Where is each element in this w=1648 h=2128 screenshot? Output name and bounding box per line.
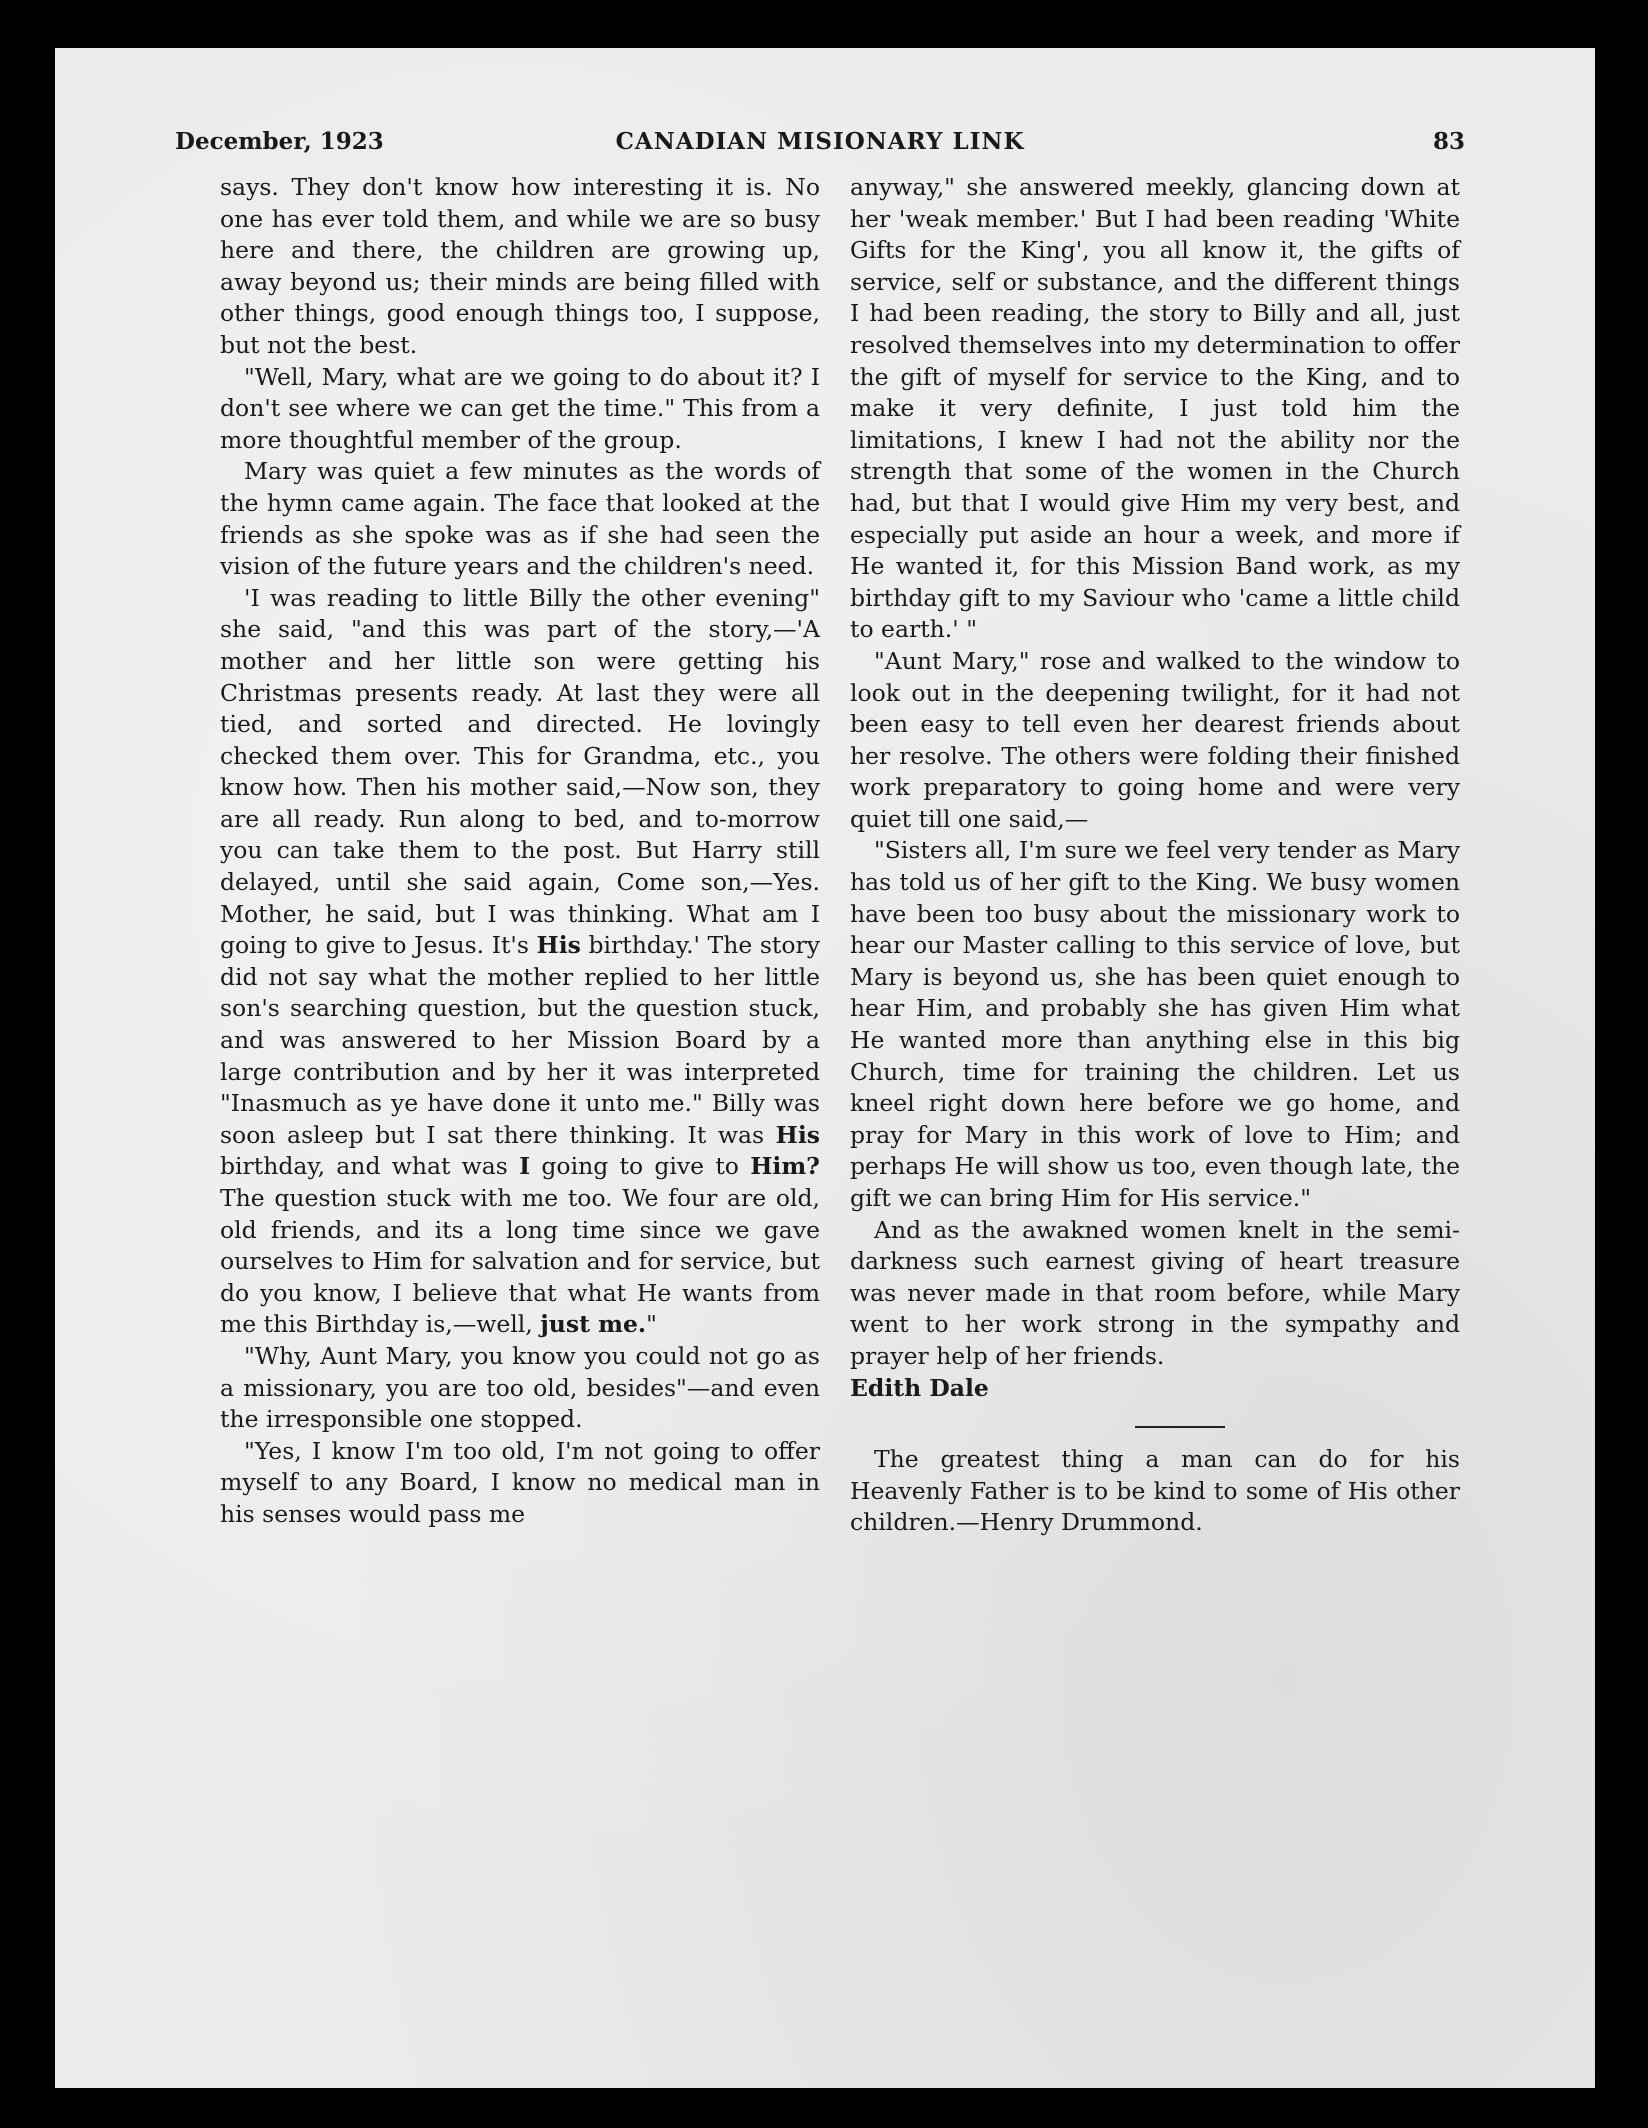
left-paragraph-6: "Yes, I know I'm too old, I'm not going to offer myself to any Board, I know no medical man in his senses would pass me — [220, 1436, 820, 1528]
text-run: birthday, and what was — [220, 1152, 508, 1181]
left-column — [220, 172, 820, 1531]
divider — [1135, 1426, 1225, 1428]
right-paragraph-4: And as the awakned women knelt in the semi-darkness such earnest giving of heart treasure was never made in that room before, while Mary went to her work strong in the sympathy and prayer help of her friends. — [850, 1215, 1460, 1370]
text-run: The question stuck with me too. We four are old, old friends, and its a long time since we gave ourselves to Him for salvation and for service, but do you know, I believe that what He wants from me this Birthday is,—well, — [220, 1184, 820, 1339]
text-run: " — [646, 1310, 657, 1339]
issue-date: December, 1923 — [175, 128, 384, 155]
text-run: 'I was reading to little Billy the other evening" she said, "and this was part of the story,—'A mother and her little son were getting his Christmas presents ready. At last they were all tied, and sorted and directed. He lovingly checked them over. This for Grandma, etc., you know how. Then his mother said,—Now son, they are all ready. Run along to bed, and to-morrow you can take them to the post. But Harry still delayed, until she said again, Come son,—Yes. Mother, he said, but I was thinking. What am I going to give to Jesus. It's — [220, 583, 820, 960]
left-paragraph-4 — [220, 583, 820, 1341]
author-signature: Edith Dale — [850, 1373, 989, 1402]
emphasis-his: His — [536, 931, 581, 960]
text-run: going to give to — [541, 1152, 739, 1181]
right-column — [850, 172, 1460, 1539]
page-number: 83 — [1432, 128, 1465, 155]
left-paragraph-1: says. They don't know how interesting it is. No one has ever told them, and while we are so busy here and there, the children are growing up, away beyond us; their minds are being filled with other things, good enough things too, I suppose, but not the best. — [220, 173, 820, 359]
right-paragraph-2: "Aunt Mary," rose and walked to the window to look out in the deepening twilight, for it had not been easy to tell even her dearest friends about her resolve. The others were folding their finished work preparatory to going home and were very quiet till one said,— — [850, 646, 1460, 833]
left-paragraph-2: "Well, Mary, what are we going to do about it? I don't see where we can get the time." This from a more thoughtful member of the group. — [220, 362, 820, 454]
emphasis-his: His — [775, 1120, 820, 1149]
emphasis-just-me: just me. — [540, 1310, 647, 1339]
publication-title: CANADIAN MISIONARY LINK — [615, 128, 1025, 155]
right-paragraph-1: anyway," she answered meekly, glancing down at her 'weak member.' But I had been reading 'White Gifts for the King', you all know it, the gifts of service, self or substance, and the different things I had been reading, the story to Billy and all, just resolved themselves into my determination to offer the gift of myself for service to the King, and to make it very definite, I just told him the limitations, I knew I had not the ability nor the strength that some of the women in the Church had, but that I would give Him my very best, and especially put aside an hour a week, and more if He wanted it, for this Mission Band work, as my birthday gift to my Saviour who 'came a little child to earth.' " — [850, 173, 1460, 644]
emphasis-i: I — [519, 1152, 531, 1181]
left-paragraph-5: "Why, Aunt Mary, you know you could not go as a missionary, you are too old, besides"—and even the irresponsible one stopped. — [220, 1341, 820, 1434]
left-paragraph-3: Mary was quiet a few minutes as the words of the hymn came again. The face that looked at the friends as she spoke was as if she had seen the vision of the future years and the children's need. — [220, 457, 820, 581]
emphasis-him: Him? — [750, 1152, 820, 1181]
right-paragraph-3: "Sisters all, I'm sure we feel very tender as Mary has told us of her gift to the King. We busy women have been too busy about the missionary work to hear our Master calling to this service of love, but Mary is beyond us, she has been quiet enough to hear Him, and probably she has given Him what He wanted more than anything else in this big Church, time for training the children. Let us kneel right down here before we go home, and pray for Mary in this work of love to Him; and perhaps He will show us too, even though late, the gift we can bring Him for His service." — [850, 836, 1460, 1212]
page-header — [175, 128, 1465, 168]
closing-quote: The greatest thing a man can do for his Heavenly Father is to be kind to some of His other children.—Henry Drummond. — [850, 1445, 1460, 1537]
text-run: birthday.' The story did not say what the mother replied to her little son's searching question, but the question stuck, and was answered to her Mission Board by a large contribution and by her it was interpreted "Inasmuch as ye have done it unto me." Billy was soon asleep but I sat there thinking. It was — [220, 931, 821, 1149]
